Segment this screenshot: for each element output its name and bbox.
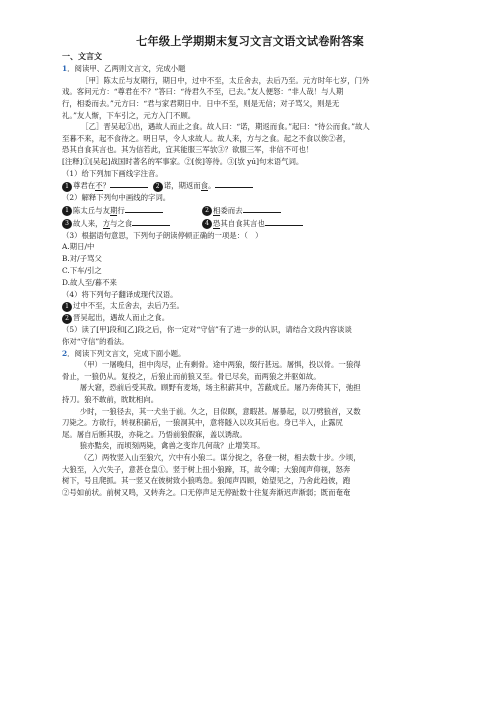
item-text: 委而去	[220, 205, 243, 215]
question-2-header	[62, 348, 438, 360]
item-text: 故人来，	[73, 218, 103, 228]
item-text: 。	[208, 181, 216, 191]
circled-number: 4	[202, 219, 212, 229]
subquestion-3: （3）根据语句意思，下列句子朗读停顿正确的一项是：（ ）	[62, 230, 263, 240]
subquestion-5-cont: 你对“守信”的看法。	[62, 336, 129, 346]
passage-line: ［乙］晋吴起①出，遇故人而止之食。故人曰：“诺，期返而食。”起曰：“待公而食。”故人	[81, 122, 370, 132]
item-cell	[62, 217, 202, 230]
answer-blank[interactable]	[215, 179, 253, 188]
subquestion-1-items	[62, 179, 438, 192]
subquestion-4: （4）将下列句子翻译成现代汉语。	[62, 289, 178, 299]
passage-line: 骨止，一狼仍从。复投之，后狼止而前狼又至。骨已尽矣，而两狼之并驱如故。	[62, 371, 321, 381]
translate-item	[62, 312, 438, 324]
passage-yi	[62, 121, 438, 133]
passage-line: 行，相委而去。”元方曰：“君与家君期日中．日中不至，则是无信；对子骂父，则是无	[62, 98, 340, 108]
circled-number: 3	[62, 219, 72, 229]
question-text: ．阅读下列文言文，完成下面小题。	[67, 348, 186, 358]
passage-line: 戏。客问元方：“尊君在不？”答曰：“待君久不至，已去。”友人便怒：“非人哉！与人期	[62, 87, 344, 97]
passage-line: 刀毙之。方欲行，转视积薪后，一狼洞其中，意将隧入以攻其后也。身已半入，止露尻	[62, 418, 343, 428]
underlined-char: 不	[95, 181, 103, 191]
passage-line: 尾。屠自后断其股，亦毙之。乃悟前狼假寐，盖以诱敌。	[62, 429, 247, 439]
answer-blank[interactable]	[125, 204, 163, 213]
passage-wolf	[62, 359, 438, 498]
item-text: 晋吴起出，遇故人而止之食。	[73, 313, 170, 323]
underlined-char: 恐	[213, 218, 221, 228]
subquestion-2-row-2	[62, 217, 438, 230]
passage-line: 树下，号且爬抓。其一竖又在彼树致小狼鸣急。狼闻声四顾，始望见之，乃舍此趋彼，跑	[62, 476, 351, 486]
subquestion-1: （1）给下列加下画线字注音。	[62, 168, 163, 178]
passage-line: 恐其自食其言也。其为信若此，宜其能服三军欤③？欲服三军，非信不可也！	[62, 145, 314, 155]
passage-line: 屠大窘，恐前后受其敌。顾野有麦场，场主积薪其中，苫蔽成丘。屠乃奔倚其下，弛担	[79, 383, 361, 393]
circled-number: 2	[202, 206, 212, 216]
passage-line: ［甲］陈太丘与友期行，期日中，过中不至，太丘舍去，去后乃至。元方时年七岁，门外	[81, 75, 370, 85]
underlined-char: 期	[109, 205, 118, 215]
translate-item	[62, 300, 438, 312]
subquestion-5: （5）读了[甲]段和[乙]段之后，你一定对“守信”有了进一步的认识，请结合文段内容谈谈	[62, 324, 352, 334]
option-c[interactable]: C.下车/引之	[62, 265, 102, 275]
circled-number: 1	[62, 206, 72, 216]
question-number: 2	[62, 348, 68, 358]
item-text: 与之食	[109, 218, 133, 228]
underlined-char: 相	[213, 205, 221, 215]
answer-blank[interactable]	[243, 204, 281, 213]
item-text: 诺，期返而	[163, 181, 201, 191]
subquestion-2: （2）解释下列句中画线的字词。	[62, 193, 171, 203]
question-text: ．阅读甲、乙两则文言文，完成小题	[67, 64, 186, 73]
item-cell	[62, 204, 202, 217]
passage-line: 至暮不来，起不食待之。明日早，令人求故人。故人来，方与之食。起之不食以俟②者，	[62, 133, 351, 143]
annotation-notes: [注释]①[吴起]战国时著名的军事家。②[俟]等待。③[欤 yú]句末语气词。	[62, 156, 304, 166]
option-d[interactable]: D.故人至/暮不来	[62, 277, 117, 287]
circled-number: 1	[62, 302, 72, 312]
option-a[interactable]: A.期日/中	[62, 242, 95, 252]
circled-number: 2	[153, 182, 163, 192]
subquestion-2-row-1	[62, 204, 438, 217]
item-text: 过中不至，太丘舍去，去后乃至。	[73, 301, 184, 311]
passage-jia	[62, 75, 438, 87]
answer-blank[interactable]	[110, 179, 148, 188]
passage-yi-cont	[62, 133, 438, 156]
circled-number: 2	[62, 314, 72, 324]
passage-line: 狼亦黠矣，而顷刻两毙，禽兽之变诈几何哉？止增笑耳。	[79, 441, 265, 451]
passage-line: 礼。”友人惭，下车引之，元方入门不顾。	[62, 110, 196, 120]
question-1-header	[62, 63, 438, 75]
item-text: 行	[117, 205, 125, 215]
underlined-char: 方	[102, 218, 110, 228]
option-b[interactable]: B.对/子骂父	[62, 254, 102, 264]
passage-line: 大狼至，入穴失子，意甚仓皇①。竖于树上扭小狼蹄，耳，故令嗥；大狼闻声仰视，怒奔	[62, 464, 351, 474]
passage-line: ②号如前状。前树又鸣，又转奔之。口无停声足无停趾数十往复奔渐迟声渐弱；既而奄奄	[62, 487, 351, 497]
passage-line: 持刀。狼不敢前，眈眈相向。	[62, 395, 159, 405]
circled-number: 1	[62, 182, 72, 192]
item-text: 陈太丘与友	[73, 205, 110, 215]
answer-blank[interactable]	[132, 217, 170, 226]
underlined-char: 食	[200, 181, 209, 191]
passage-line: 少时，一狼径去，其一犬坐于前。久之，目似瞑，意暇甚。屠暴起，以刀劈狼首，又数	[79, 406, 361, 416]
passage-line: （乙）两牧竖入山至狼穴，穴中有小狼二。谋分捉之，各登一树，相去数十步。少顷，	[79, 453, 361, 463]
answer-blank[interactable]	[265, 217, 303, 226]
document-title: 七年级上学期期末复习文言文语文试卷附答案	[136, 34, 364, 48]
item-cell	[202, 204, 342, 217]
passage-jia-cont	[62, 86, 438, 121]
item-text: 尊君在	[73, 181, 96, 191]
item-cell	[202, 217, 362, 230]
question-number: 1	[62, 64, 68, 73]
passage-line: （甲）一屠晚归，担中肉尽，止有剩骨。途中两狼，缀行甚远。屠惧，投以骨。一狼得	[79, 360, 361, 370]
item-text: 其自食其言也	[220, 218, 265, 228]
section-heading: 一、文言文	[62, 51, 102, 61]
item-text: ？	[102, 181, 110, 191]
